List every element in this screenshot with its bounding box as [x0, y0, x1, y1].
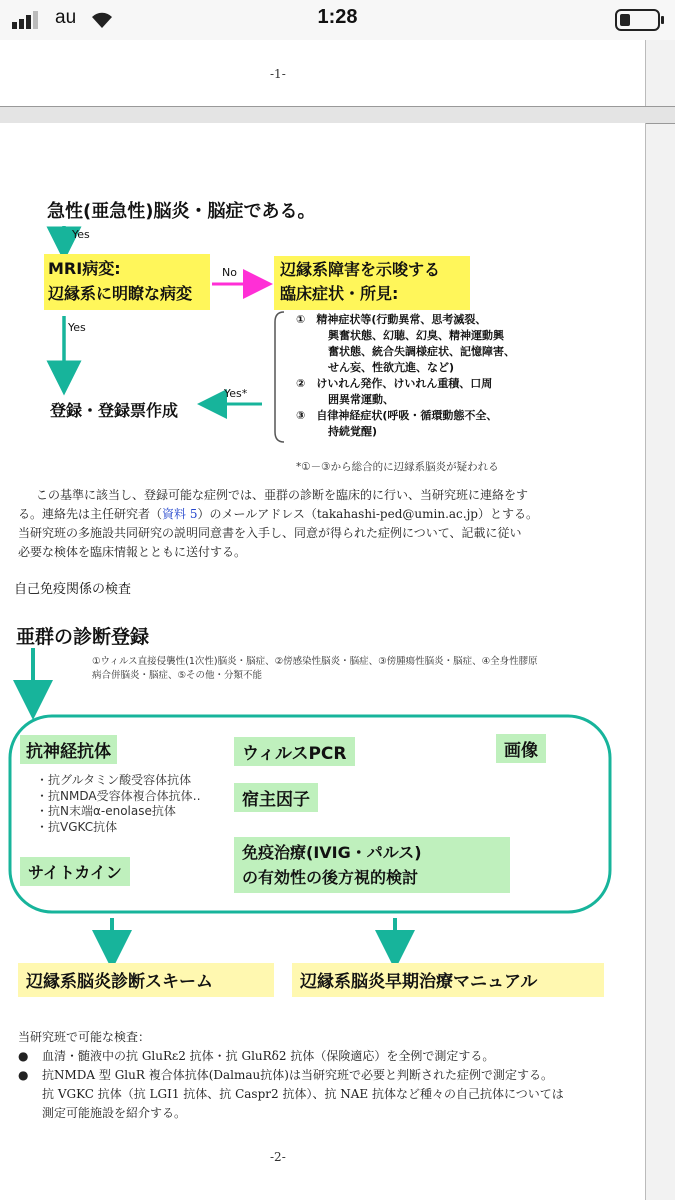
cytokine-box: サイトカイン [20, 857, 130, 886]
tests-continuation: 抗 VGKC 抗体（抗 LGI1 抗体、抗 Caspr2 抗体）、抗 NAE 抗体など種々の自己抗体については [42, 1087, 564, 1101]
bullet-icon: ● [18, 1049, 29, 1063]
tests-continuation: 測定可能施設を紹介する。 [42, 1106, 187, 1120]
antibody-item: ・抗グルタミン酸受容体抗体 [36, 773, 192, 787]
virus-pcr-box: ウィルスPCR [234, 737, 355, 766]
yes-label-2: Yes [68, 321, 86, 334]
appendix-5-link[interactable]: 資料 5 [162, 507, 198, 521]
paragraph-line: 当研究班の多施設共同研究の説明同意書を入手し、同意が得られた症例について、記載に従い [18, 526, 522, 540]
symptom-line: ② けいれん発作、けいれん重積、口周 [296, 377, 493, 390]
bullet-icon: ● [18, 1068, 29, 1082]
symptom-line: 持続覚醒) [328, 425, 378, 438]
tests-bullet: ● 血清・髄液中の抗 GluRε2 抗体・抗 GluRδ2 抗体（保険適応）を全例で測定する。 [18, 1047, 638, 1066]
paragraph-line: この基準に該当し、登録可能な症例では、亜群の診断を臨床的に行い、当研究班に連絡をす [36, 488, 529, 502]
limbic-line-2: 臨床症状・所見: [280, 284, 399, 303]
flowchart-title: 急性(亜急性)脳炎・脳症である。 [47, 201, 316, 222]
treatment-manual-box: 辺縁系脳炎早期治療マニュアル [292, 963, 604, 997]
carrier-label: au [55, 7, 77, 28]
paragraph-line: る。連絡先は主任研究者（資料 5）のメールアドレス（takahashi-ped@umin.ac.jp）とする。 [18, 507, 538, 521]
flowchart-footnote: *①－③から総合的に辺縁系脳炎が疑われる [296, 461, 499, 473]
tests-bullet: ● 抗NMDA 型 GluR 複合体抗体(Dalmau抗体)は当研究班で必要と判断された症例で測定する。 [18, 1066, 638, 1085]
imaging-box: 画像 [496, 734, 546, 763]
no-label: No [222, 266, 237, 279]
symptom-line: ③ 自律神経症状(呼吸・循環動態不全、 [296, 409, 498, 422]
tests-intro: 当研究班で可能な検査： [18, 1030, 151, 1044]
tests-list [18, 1047, 638, 1123]
section-heading: 自己免疫関係の検査 [14, 582, 132, 597]
paragraph-line: 必要な検体を臨床情報とともに送付する。 [18, 545, 247, 559]
antibody-item: ・抗NMDA受容体複合体抗体‥ [36, 788, 201, 803]
page-number-2: -2- [270, 1150, 286, 1164]
host-factor-box: 宿主因子 [234, 783, 318, 812]
symptom-line: 奮状態、統合失調様症状、記憶障害、 [328, 345, 515, 358]
immunotherapy-box: 免疫治療(IVIG・パルス) の有効性の後方視的検討 [234, 837, 510, 893]
register-label: 登録・登録票作成 [50, 401, 179, 420]
mri-line-2: 辺縁系に明瞭な病変 [48, 284, 193, 303]
antibody-list [36, 773, 201, 835]
mri-line-1: MRI病変: [48, 259, 121, 278]
diagnosis-scheme-box: 辺縁系脳炎診断スキーム [18, 963, 274, 997]
page-number-1: -1- [270, 67, 286, 81]
antineural-antibody-box: 抗神経抗体 [20, 735, 117, 764]
yes-star-label: Yes* [224, 387, 248, 400]
symptom-line: せん妄、性欲亢進、など) [328, 361, 455, 374]
symptom-line: ① 精神症状等(行動異常、思考滅裂、 [296, 313, 487, 326]
subtypes-text: ①ウィルス直接侵襲性(1次性)脳炎・脳症、②傍感染性脳炎・脳症、③傍腫瘍性脳炎・脳症、④全身性膠原 病合併脳炎・脳症、⑤その他・分類不能 [92, 656, 538, 681]
symptom-line: 興奮状態、幻聴、幻臭、精神運動興 [328, 329, 504, 342]
status-time: 1:28 [317, 6, 358, 28]
limbic-line-1: 辺縁系障害を示唆する [280, 260, 441, 279]
yes-label-1: Yes [72, 228, 90, 241]
diagram-title: 亜群の診断登録 [16, 626, 150, 648]
antibody-item: ・抗N末端α-enolase抗体 [36, 804, 176, 818]
antibody-item: ・抗VGKC抗体 [36, 819, 118, 834]
symptom-line: 囲異常運動、 [328, 393, 394, 406]
